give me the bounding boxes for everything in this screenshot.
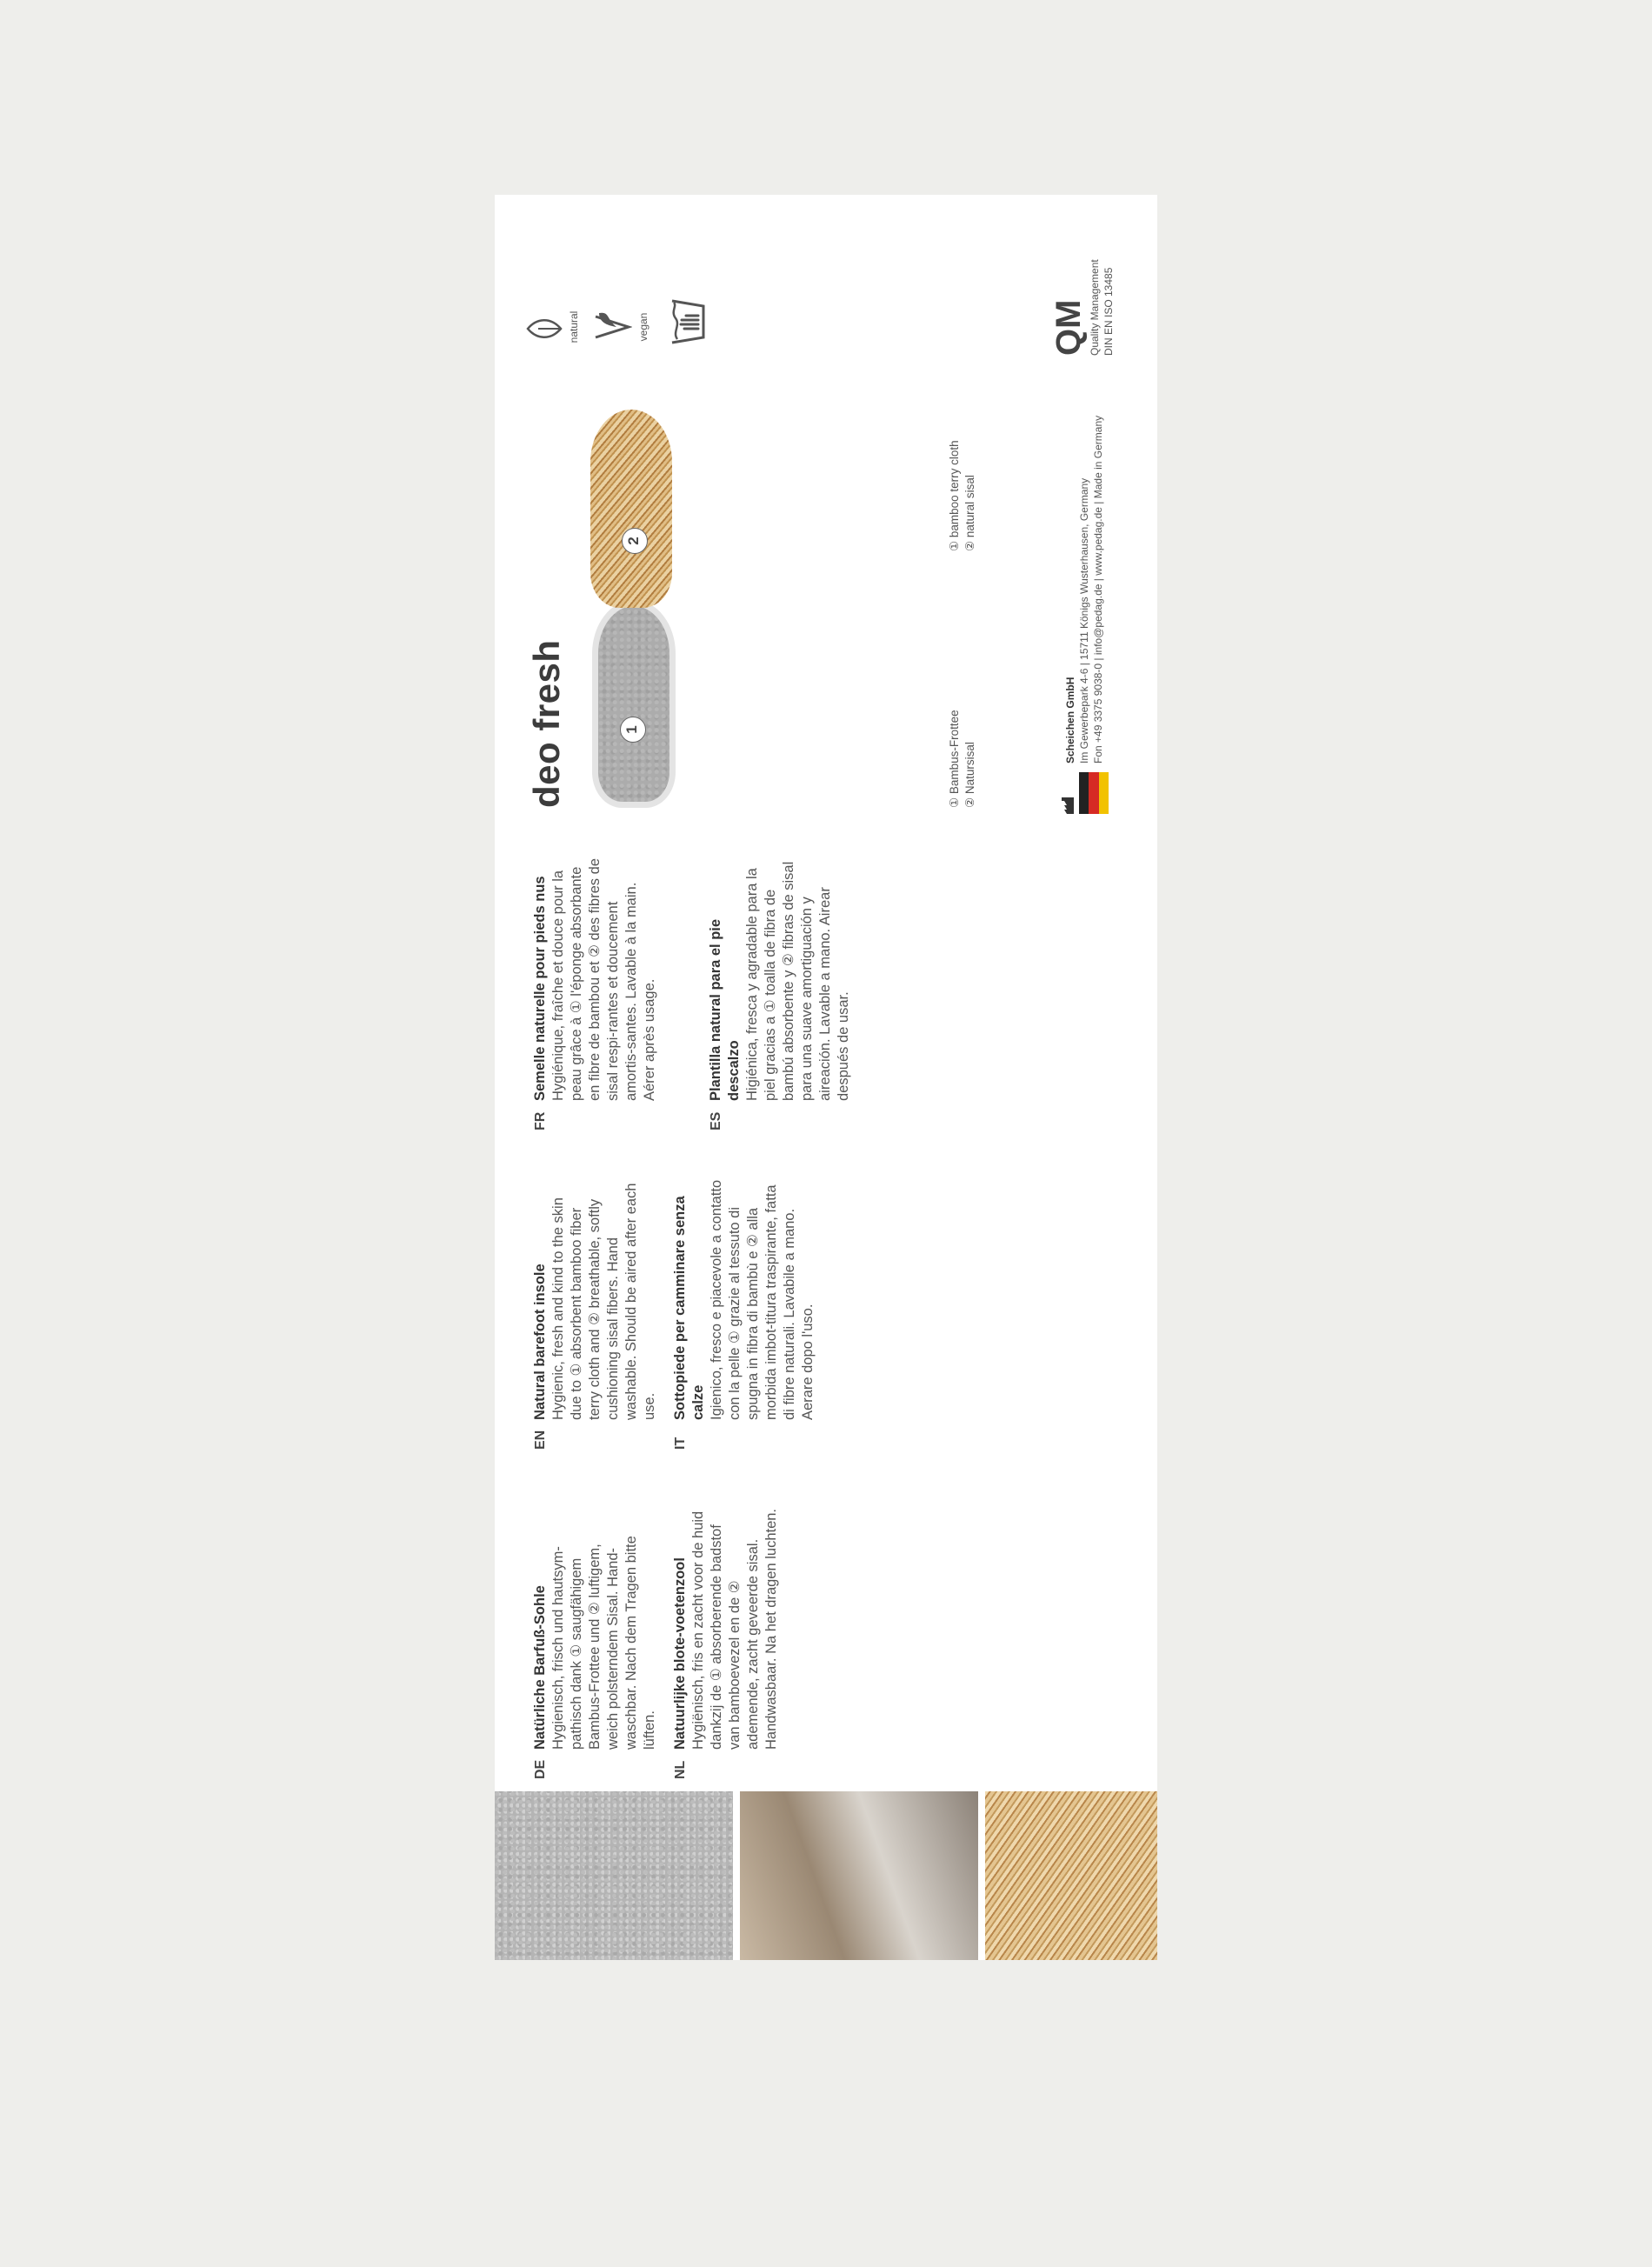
lang-code-es: ES xyxy=(709,1111,723,1130)
workshop-photo xyxy=(740,1791,978,1960)
vegan-icon xyxy=(590,310,632,344)
lang-title-fr: Semelle naturelle pour pieds nus xyxy=(532,876,548,1101)
lang-code-en: EN xyxy=(533,1430,548,1450)
sisal-photo xyxy=(985,1791,1157,1960)
lang-block-nl xyxy=(671,1501,871,1779)
company-contact: Fon +49 3375 9038-0 | info@pedag.de | www.pedag.de | Made in Germany xyxy=(1092,415,1104,763)
factory-icon xyxy=(1062,795,1074,814)
lang-code-de: DE xyxy=(533,1759,548,1779)
product-title: deo fresh xyxy=(526,639,567,808)
lang-text-en: Hygienic, fresh and kind to the skin due to ① absorbent bamboo fiber terry cloth and ② breathable, softly cushioning sisal fibers. Hand washable. Should be aired after each use. xyxy=(550,1183,657,1420)
lang-code-nl: NL xyxy=(673,1760,688,1779)
company-name: Scheichen GmbH xyxy=(1064,677,1076,763)
lang-block-fr xyxy=(531,852,688,1130)
leaf-icon xyxy=(526,313,563,344)
legend-en-2: ② natural sisal xyxy=(963,475,976,551)
lang-code-fr: FR xyxy=(533,1111,548,1130)
lang-text-de: Hygienisch, frisch und hautsym-pathisch dank ① saugfähigem Bambus-Frottee und ② luftigem, weich polsterndem Sisal. Hand-waschbar. Nach dem Tragen bitte lüften. xyxy=(550,1536,657,1750)
lang-block-es xyxy=(707,852,916,1130)
lang-title-de: Natürliche Barfuß-Sohle xyxy=(532,1585,548,1750)
legend-en-1: ① bamboo terry cloth xyxy=(948,440,961,551)
terry-insole-image xyxy=(592,600,676,808)
lang-text-es: Higiénica, fresca y agradable para la piel gracias a ① toalla de fibra de bambú absorbente y ② fibras de sisal para una suave amortiguación y aireación. Lavable a mano. Airear después de usar. xyxy=(744,861,851,1101)
handwash-icon xyxy=(665,299,710,344)
legend-de-2: ② Natursisal xyxy=(963,742,976,808)
natural-icon-group xyxy=(526,292,578,344)
vegan-icon-group xyxy=(590,292,651,344)
lang-text-it: Igienico, fresco e piacevole a contatto con la pelle ① grazie al tessuto di spugna in fibra di bambù e ② alla morbida imbot-titura traspirante, fatta di fibre naturali. Lavabile a mano. Aerare dopo l'uso. xyxy=(709,1179,816,1420)
product-card xyxy=(495,195,1157,1960)
company-address: Im Gewerbepark 4-6 | 15711 Königs Wusterhausen, Germany xyxy=(1078,477,1090,763)
lang-text-fr: Hygiénique, fraîche et douce pour la peau grâce à ① l'éponge absorbante en fibre de bambou et ② des fibres de sisal respi-rantes et doucement amortis-santes. Lavable à la main. Aérer après usage. xyxy=(550,858,657,1101)
qm-line1: Quality Management xyxy=(1089,259,1101,356)
german-flag-icon xyxy=(1079,772,1109,814)
lang-block-en xyxy=(531,1171,662,1450)
lang-title-nl: Natuurlijke blote-voetenzool xyxy=(672,1557,688,1750)
lang-text-nl: Hygiënisch, fris en zacht voor de huid dankzij de ① absorberende badstof van bamboevezel en de ② ademende, zacht geveerde sisal. Handwasbaar. Na het dragen luchten. xyxy=(690,1508,779,1750)
legend-de-1: ① Bambus-Frottee xyxy=(948,710,961,808)
lang-block-de xyxy=(531,1501,662,1779)
qm-block xyxy=(1049,199,1145,356)
qm-line2: DIN EN ISO 13485 xyxy=(1102,267,1115,356)
lang-block-it xyxy=(671,1171,871,1450)
lang-title-it: Sottopiede per camminare senza calze xyxy=(672,1196,706,1420)
lang-title-es: Plantilla natural para el pie descalzo xyxy=(708,918,742,1101)
vegan-label: vegan xyxy=(637,312,649,342)
qm-mark: QM xyxy=(1049,299,1088,356)
lang-code-it: IT xyxy=(673,1437,688,1450)
rotated-content xyxy=(495,195,1157,1960)
legend-de xyxy=(947,617,978,808)
badge-sisal: 2 xyxy=(622,528,648,554)
natural-label: natural xyxy=(568,310,580,343)
bamboo-terry-photo xyxy=(495,1791,733,1960)
badge-terry: 1 xyxy=(620,717,646,743)
legend-en xyxy=(947,360,978,551)
sisal-insole-image xyxy=(590,410,672,608)
lang-title-en: Natural barefoot insole xyxy=(532,1264,548,1420)
photo-strip xyxy=(495,1791,1157,1960)
